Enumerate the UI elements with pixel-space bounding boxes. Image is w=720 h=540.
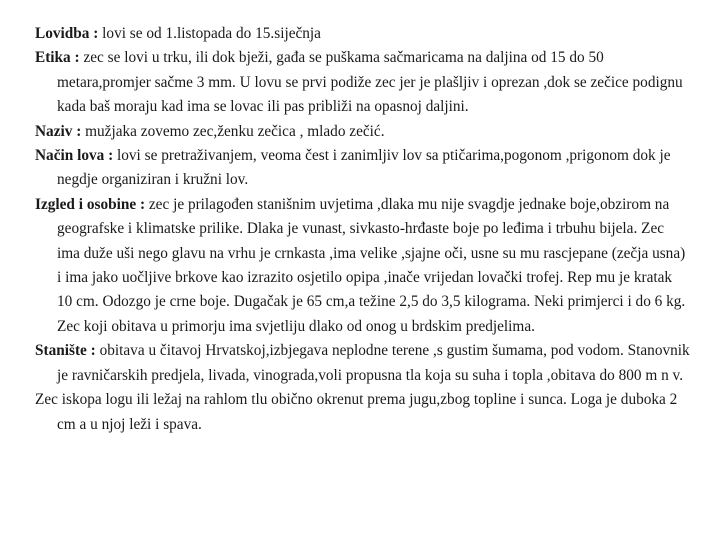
paragraph-label: Lovidba : — [35, 25, 99, 42]
paragraph-text: zec se lovi u trku, ili dok bježi, gađa se puškama sačmaricama na daljina od 15 do 50 metara,promjer sačme 3 mm. U lovu se prvi podiže zec jer je plašljiv i oprezan ,dok se zečice podignu kada baš moraju kad ima se lovac ili pas približi na opasnoj daljini. — [57, 49, 683, 116]
paragraph-lovidba — [35, 22, 690, 46]
paragraph-nacin-lova — [35, 144, 690, 193]
paragraph-staniste — [35, 339, 690, 388]
text-body — [35, 22, 690, 437]
paragraph-naziv — [35, 120, 690, 144]
paragraph-text: Zec iskopa logu ili ležaj na rahlom tlu obično okrenut prema jugu,zbog topline i sunca. Loga je duboka 2 cm a u njoj leži i spava. — [35, 391, 678, 433]
paragraph-loga — [35, 388, 690, 437]
paragraph-text: obitava u čitavoj Hrvatskoj,izbjegava neplodne terene ,s gustim šumama, pod vodom. Stanovnik je ravničarskih predjela, livada, vinograda,voli propusna tla koja su suha i topla ,obitava do 800 m n v. — [57, 342, 690, 384]
paragraph-text: lovi se pretraživanjem, veoma čest i zanimljiv lov sa ptičarima,pogonom ,prigonom dok je negdje organiziran i kružni lov. — [57, 147, 671, 189]
paragraph-text: lovi se od 1.listopada do 15.siječnja — [98, 25, 321, 42]
paragraph-text: zec je prilagođen stanišnim uvjetima ,dlaka mu nije svagdje jednake boje,obzirom na geografske i klimatske prilike. Dlaka je vunast, sivkasto-hrđaste boje po leđima i trbuhu bijela. Zec ima duže uši nego glavu na vrhu je crnkasta ,ima velike ,sjajne oči, usne su mu rascjepane (zečja usna) i ima jako uočljive brkove kao izrazito osjetilo opipa ,inače vrijedan lovački trofej. Rep mu je kratak 10 cm. Odozgo je crne boje. Dugačak je 65 cm,a težine 2,5 do 3,5 kilograma. Neki primjerci i do 6 kg. Zec koji obitava u primorju ima svjetliju dlako od onog u brdskim predjelima. — [57, 195, 686, 335]
paragraph-izgled-i-osobine — [35, 193, 690, 339]
paragraph-label: Način lova : — [35, 147, 114, 165]
paragraph-label: Naziv : — [35, 122, 82, 140]
paragraph-etika — [35, 46, 690, 119]
paragraph-text: mužjaka zovemo zec,ženku zečica , mlado zečić. — [81, 122, 385, 140]
paragraph-label: Stanište : — [35, 342, 96, 360]
paragraph-label: Etika : — [35, 49, 80, 67]
paragraph-label: Izgled i osobine : — [35, 195, 146, 213]
